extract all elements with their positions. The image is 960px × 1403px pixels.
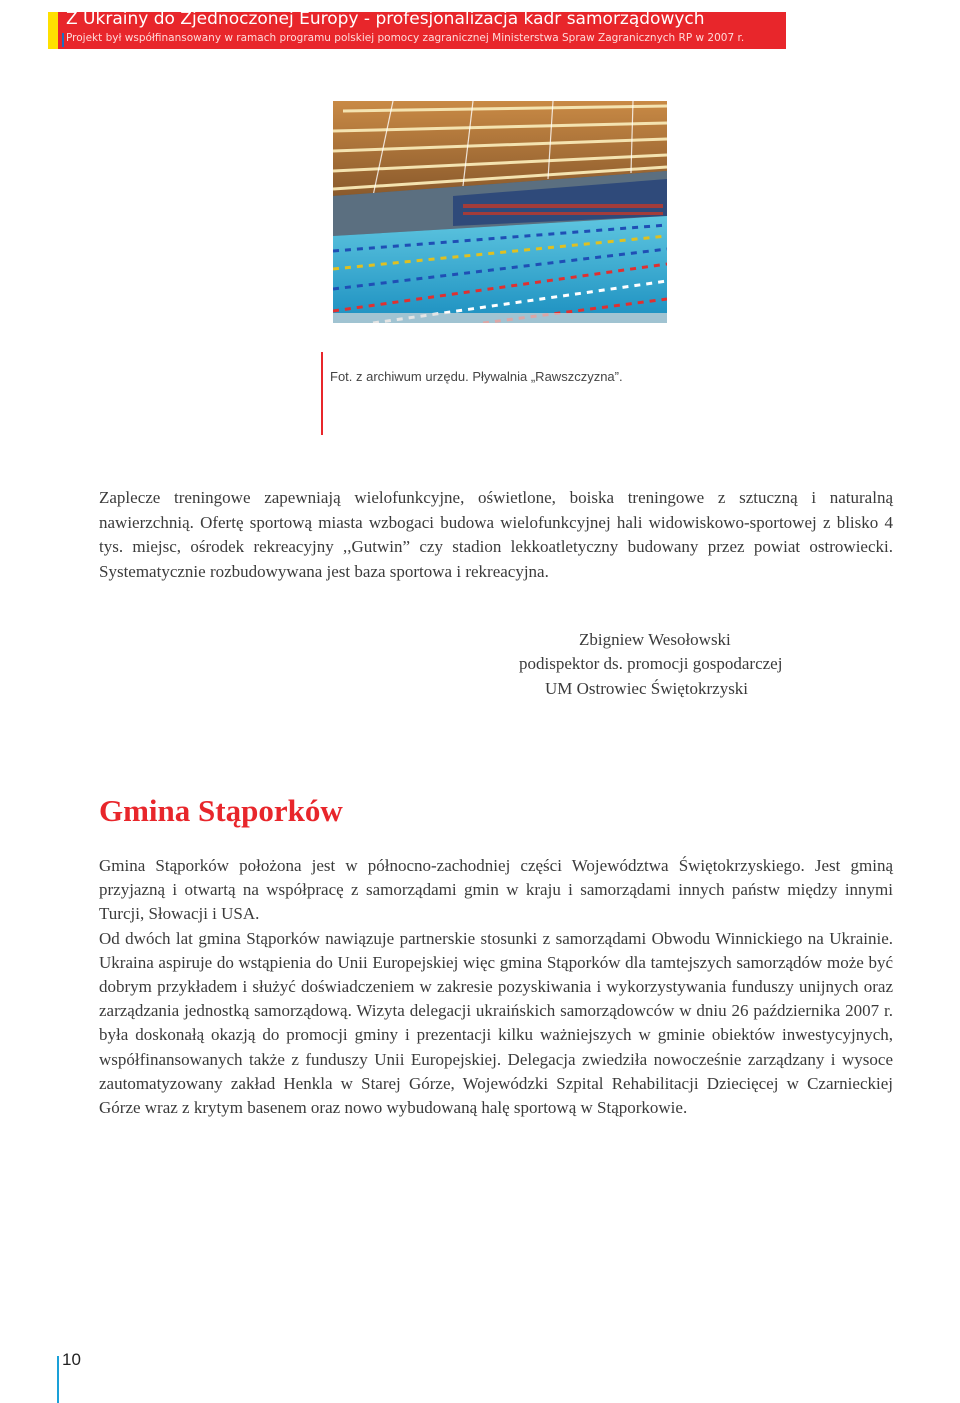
banner-blue-bar xyxy=(62,33,64,47)
page-number: 10 xyxy=(62,1350,81,1369)
signature-office: UM Ostrowiec Świętokrzyski xyxy=(545,679,749,698)
header-banner xyxy=(48,9,786,49)
banner-title: Z Ukrainy do Zjednoczonej Europy - profesjonalizacja kadr samorządowych xyxy=(66,9,705,29)
photo-caption: Fot. z archiwum urzędu. Pływalnia „Rawszczyzna”. xyxy=(330,369,623,384)
body-paragraph: Gmina Stąporków położona jest w północno-zachodniej części Województwa Świętokrzyskiego. Jest gminą przyjazną i otwartą na współpracę z samorządami gmin w kraju i samorządami innych państw między innymi Turcji, Słowacji i USA. xyxy=(99,856,893,924)
signature-name: Zbigniew Wesołowski xyxy=(579,630,731,649)
signature-position: podispektor ds. promocji gospodarczej xyxy=(519,654,783,673)
intro-paragraph: Zaplecze treningowe zapewniają wielofunkcyjne, oświetlone, boiska treningowe z sztuczną i naturalną nawierzchnią. Ofertę sportową miasta wzbogaci budowa wielofunkcyjnej hali widowiskowo-sportowej z blisko 4 tys. miejsc, ośrodek rekreacyjny ,,Gutwin” czy stadion lekkoatletyczny budowany przez powiat ostrowiecki. Systematycznie rozbudowywana jest baza sportowa i rekreacyjna. xyxy=(99,488,893,581)
banner-yellow-stripe xyxy=(48,12,58,49)
section-body xyxy=(99,854,893,1120)
caption-rule xyxy=(321,352,323,435)
section-heading: Gmina Stąporków xyxy=(99,793,343,828)
pool-illustration xyxy=(333,101,667,323)
swimming-pool-photo xyxy=(333,101,667,323)
banner-subtitle: Projekt był współfinansowany w ramach programu polskiej pomocy zagranicznej Ministerstwa Spraw Zagranicznych RP w 2007 r. xyxy=(66,32,745,44)
page-number-rule xyxy=(57,1356,59,1403)
body-paragraph: Od dwóch lat gmina Stąporków nawiązuje partnerskie stosunki z samorządami Obwodu Winnickiego na Ukrainie. Ukraina aspiruje do wstąpienia do Unii Europejskiej więc gmina Stąporków dla tamtejszych samorządów może być dobrym przykładem i służyć doświadczeniem w zakresie pozyskiwania i wykorzystywania funduszy unijnych oraz zarządzania jednostką samorządową. Wizyta delegacji ukraińskich samorządowców w dniu 26 października 2007 r. była doskonałą okazją do promocji gminy i prezentacji kilku ważniejszych w gminie obiektów inwestycyjnych, współfinansowanych także z funduszy Unii Europejskiej. Delegacja zwiedziła nowocześnie zarządzany i wysoce zautomatyzowany zakład Henkla w Starej Górze, Wojewódzki Szpital Rehabilitacji Dziecięcej w Czarnieckiej Górze wraz z krytym basenem oraz nowo wybudowaną halę sportową w Stąporkowie. xyxy=(99,928,893,1118)
